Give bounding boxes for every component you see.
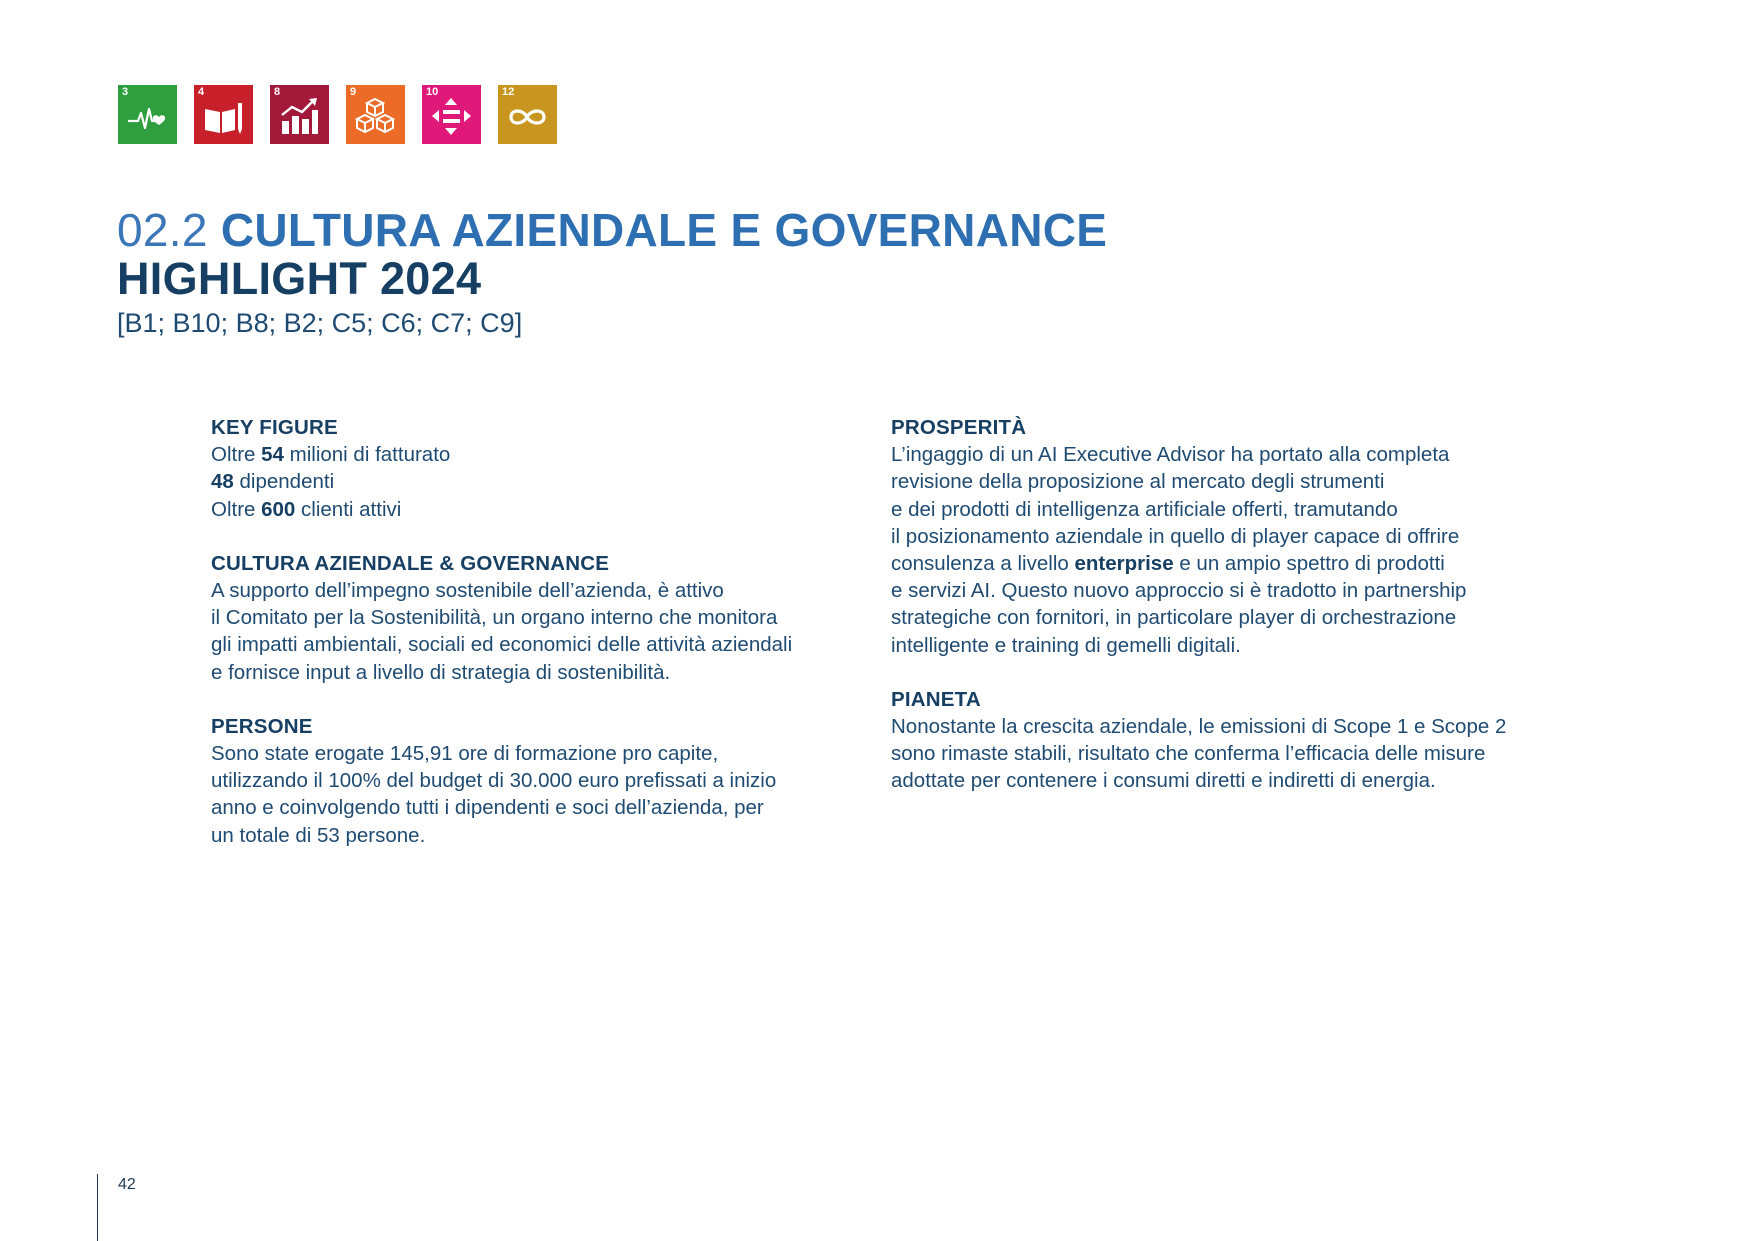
pianeta-line: adottate per contenere i consumi diretti e indiretti di energia.	[891, 769, 1436, 793]
text-fragment: Oltre	[211, 443, 262, 467]
prosperita-line: il posizionamento aziendale in quello di player capace di offrire	[891, 524, 1460, 548]
text-fragment: e un ampio spettro di prodotti	[1173, 552, 1445, 576]
heartbeat-icon	[126, 95, 169, 138]
right-column	[891, 414, 1551, 822]
cultura-line: e fornisce input a livello di strategia di sostenibilità.	[211, 660, 671, 684]
sdg-9-badge	[346, 85, 405, 144]
prosperita-line: L’ingaggio di un AI Executive Advisor ha portato alla completa	[891, 443, 1450, 467]
sdg-number: 3	[122, 86, 129, 98]
section-number: 02.2	[117, 204, 208, 256]
clients-value: 600	[261, 497, 296, 521]
pianeta-section	[891, 686, 1551, 795]
sdg-number: 8	[274, 86, 281, 98]
cultura-line: gli impatti ambientali, sociali ed economici delle attività aziendali	[211, 633, 793, 657]
persone-line: utilizzando il 100% del budget di 30.000 euro prefissati a inizio	[211, 769, 777, 793]
persone-line: anno e coinvolgendo tutti i dipendenti e soci dell’azienda, per	[211, 796, 764, 820]
key-figure-clients	[211, 496, 851, 523]
highlight-heading: HIGHLIGHT 2024	[117, 253, 482, 304]
prosperita-line: strategiche con fornitori, in particolare player di orchestrazione	[891, 606, 1457, 630]
section-title-text: CULTURA AZIENDALE E GOVERNANCE	[220, 204, 1108, 256]
sdg-icons-row	[118, 85, 557, 144]
page-number: 42	[118, 1176, 136, 1193]
prosperita-line: e servizi AI. Questo nuovo approccio si è tradotto in partnership	[891, 579, 1467, 603]
key-figure-title: KEY FIGURE	[211, 416, 338, 439]
growth-chart-icon	[278, 95, 321, 138]
sdg-4-badge	[194, 85, 253, 144]
equality-arrows-icon	[430, 95, 473, 138]
text-fragment: clienti attivi	[295, 497, 402, 521]
pianeta-line: Nonostante la crescita aziendale, le emissioni di Scope 1 e Scope 2	[891, 715, 1507, 739]
section-title	[117, 203, 1107, 257]
sdg-number: 12	[502, 86, 515, 98]
cultura-line: il Comitato per la Sostenibilità, un organo interno che monitora	[211, 606, 778, 630]
cultura-title: CULTURA AZIENDALE & GOVERNANCE	[211, 551, 610, 575]
employees-value: 48	[211, 470, 234, 494]
sdg-12-badge	[498, 85, 557, 144]
footer-divider	[97, 1174, 98, 1241]
sdg-8-badge	[270, 85, 329, 144]
text-fragment: dipendenti	[233, 470, 335, 494]
key-figure-revenue	[211, 441, 851, 468]
pianeta-line: sono rimaste stabili, risultato che conferma l’efficacia delle misure	[891, 742, 1486, 766]
sdg-number: 4	[198, 86, 205, 98]
persone-line: un totale di 53 persone.	[211, 823, 426, 847]
text-fragment: Oltre	[211, 497, 262, 521]
book-pencil-icon	[202, 95, 245, 138]
text-fragment: milioni di fatturato	[283, 443, 451, 467]
prosperita-line: e dei prodotti di intelligenza artificiale offerti, tramutando	[891, 497, 1398, 521]
prosperita-line: intelligente e training di gemelli digitali.	[891, 633, 1241, 657]
prosperita-section	[891, 414, 1551, 659]
sdg-number: 10	[426, 86, 439, 98]
cultura-section	[211, 550, 851, 686]
key-figure-section	[211, 414, 851, 523]
pianeta-title: PIANETA	[891, 687, 981, 711]
cubes-icon	[354, 95, 397, 138]
prosperita-line	[891, 550, 1551, 577]
sdg-number: 9	[350, 86, 357, 98]
persone-line: Sono state erogate 145,91 ore di formazione pro capite,	[211, 742, 719, 766]
text-fragment: consulenza a livello	[891, 552, 1075, 576]
persone-title: PERSONE	[211, 714, 313, 738]
revenue-value: 54	[261, 443, 284, 467]
prosperita-title: PROSPERITÀ	[891, 416, 1027, 439]
left-column	[211, 414, 851, 876]
sdg-3-badge	[118, 85, 177, 144]
infinity-icon	[506, 95, 549, 138]
cultura-line: A supporto dell’impegno sostenibile dell’azienda, è attivo	[211, 579, 724, 603]
key-figure-employees	[211, 468, 851, 495]
references: [B1; B10; B8; B2; C5; C6; C7; C9]	[117, 308, 523, 338]
persone-section	[211, 713, 851, 849]
sdg-10-badge	[422, 85, 481, 144]
prosperita-line: revisione della proposizione al mercato degli strumenti	[891, 470, 1385, 494]
enterprise-emphasis: enterprise	[1074, 552, 1174, 576]
